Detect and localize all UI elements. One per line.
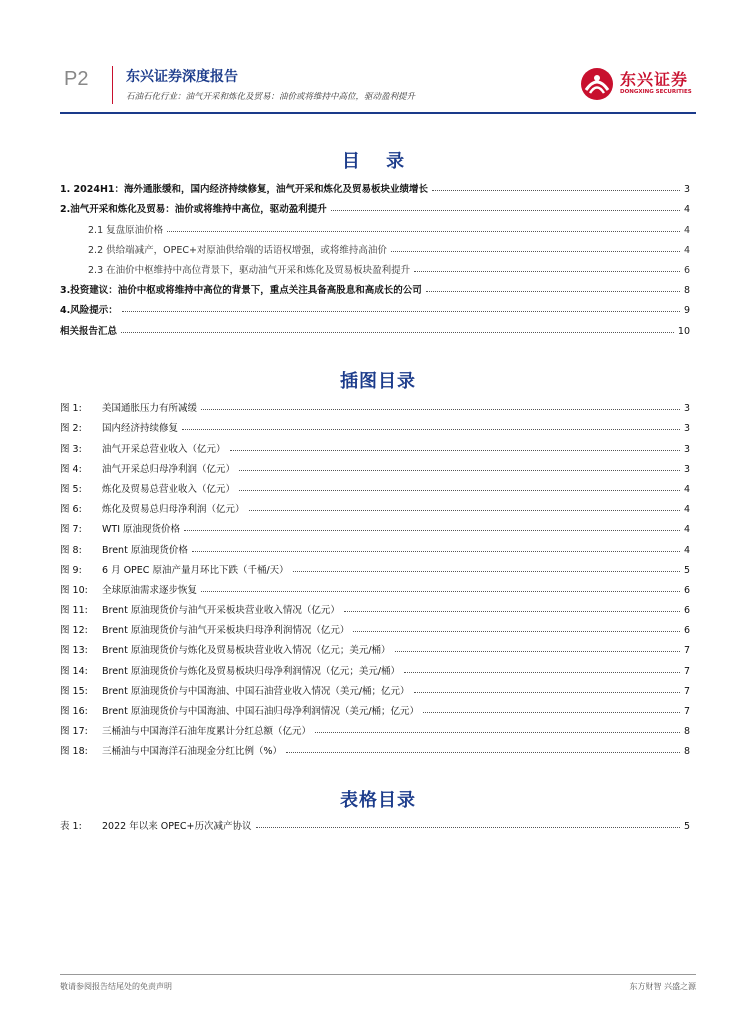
figure-entry[interactable] <box>60 576 690 596</box>
toc-subentry[interactable] <box>60 256 690 276</box>
figure-entry[interactable] <box>60 414 690 434</box>
dot-leader <box>344 611 680 612</box>
figure-number: 图 9: <box>60 564 82 576</box>
dot-leader <box>249 510 680 511</box>
figure-page: 4 <box>683 504 690 516</box>
header-divider <box>112 66 113 104</box>
figure-entry[interactable] <box>60 475 690 495</box>
report-subtitle: 石油石化行业：油气开采和炼化及贸易：油价或将维持中高位，驱动盈利提升 <box>126 92 416 102</box>
figure-label: 全球原油需求逐步恢复 <box>102 584 198 596</box>
logo-name: 东兴证券 <box>620 70 689 89</box>
figure-number: 图 3: <box>60 443 82 455</box>
figure-label: 炼化及贸易总营业收入（亿元） <box>102 483 236 495</box>
figure-number: 图 14: <box>60 665 88 677</box>
figure-entry[interactable] <box>60 515 690 535</box>
tables-title: 表格目录 <box>340 790 416 811</box>
figure-entry[interactable] <box>60 556 690 576</box>
figure-label: 三桶油与中国海洋石油现金分红比例（%） <box>102 746 283 758</box>
dot-leader <box>286 752 680 753</box>
toc-subentry[interactable] <box>60 215 690 235</box>
table-entry[interactable] <box>60 812 690 832</box>
toc-entry-page: 3 <box>683 184 690 196</box>
figure-label: Brent 原油现货价与中国海油、中国石油营业收入情况（美元/桶；亿元） <box>102 685 410 697</box>
figure-page: 8 <box>683 726 690 738</box>
dot-leader <box>239 470 680 471</box>
figure-page: 6 <box>683 584 690 596</box>
figure-page: 4 <box>683 483 690 495</box>
toc-entry[interactable] <box>60 175 690 195</box>
toc-entry[interactable] <box>60 195 690 215</box>
toc-entry-label: 2.3 在油价中枢维持中高位背景下，驱动油气开采和炼化及贸易板块盈利提升 <box>88 264 411 276</box>
figure-label: 6 月 OPEC 原油产量月环比下跌（千桶/天） <box>102 564 289 576</box>
dot-leader <box>256 827 680 828</box>
dot-leader <box>239 490 680 491</box>
dot-leader <box>201 591 680 592</box>
figure-label: 国内经济持续修复 <box>102 423 179 435</box>
toc-entry-label: 2.2 供给端减产，OPEC+对原油供给端的话语权增强，或将维持高油价 <box>88 244 387 256</box>
dot-leader <box>353 631 680 632</box>
figure-entry[interactable] <box>60 596 690 616</box>
dot-leader <box>432 190 680 191</box>
toc-entry-page: 4 <box>683 244 690 256</box>
dot-leader <box>230 450 680 451</box>
dot-leader <box>167 231 680 232</box>
figures-title: 插图目录 <box>340 371 416 392</box>
dot-leader <box>122 311 680 312</box>
dot-leader <box>201 409 680 410</box>
toc-entry[interactable] <box>60 296 690 316</box>
table-number: 表 1: <box>60 821 82 833</box>
figure-label: Brent 原油现货价与炼化及贸易板块营业收入情况（亿元；美元/桶） <box>102 645 391 657</box>
dot-leader <box>192 551 680 552</box>
figure-page: 8 <box>683 746 690 758</box>
figure-number: 图 5: <box>60 483 82 495</box>
figure-label: 美国通胀压力有所减缓 <box>102 403 198 415</box>
figure-page: 5 <box>683 564 690 576</box>
figure-entry[interactable] <box>60 636 690 656</box>
toc-entry-label: 3.投资建议：油价中枢或将维持中高位的背景下，重点关注具备高股息和高成长的公司 <box>60 285 422 297</box>
page-header <box>60 62 696 116</box>
toc-entry-page: 6 <box>683 264 690 276</box>
dot-leader <box>121 332 674 333</box>
figure-number: 图 8: <box>60 544 82 556</box>
toc-entry[interactable] <box>60 316 690 336</box>
figure-label: 油气开采总归母净利润（亿元） <box>102 463 236 475</box>
dot-leader <box>426 291 680 292</box>
company-logo <box>579 66 703 102</box>
toc-entry-label: 2.1 复盘原油价格 <box>88 224 164 236</box>
toc-entry-page: 8 <box>683 285 690 297</box>
figure-label: 炼化及贸易总归母净利润（亿元） <box>102 504 245 516</box>
figure-page: 6 <box>683 625 690 637</box>
toc-entry-label: 4.风险提示： <box>60 305 118 317</box>
figure-page: 7 <box>683 665 690 677</box>
toc-title: 目 录 <box>341 151 415 172</box>
figure-label: Brent 原油现货价与油气开采板块归母净利润情况（亿元） <box>102 625 350 637</box>
table-label: 2022 年以来 OPEC+历次减产协议 <box>102 821 252 833</box>
figure-number: 图 16: <box>60 706 88 717</box>
figure-entry[interactable] <box>60 697 690 717</box>
figure-number: 图 15: <box>60 685 88 697</box>
toc-entry[interactable] <box>60 276 690 296</box>
report-brand: 东兴证券深度报告 <box>126 69 238 85</box>
toc-subentry[interactable] <box>60 236 690 256</box>
figure-number: 图 13: <box>60 645 88 657</box>
dot-leader <box>184 530 680 531</box>
figure-page: 4 <box>683 544 690 556</box>
figure-entry[interactable] <box>60 656 690 676</box>
figure-number: 图 4: <box>60 463 82 475</box>
figures-list <box>60 394 690 757</box>
figure-label: 三桶油与中国海洋石油年度累计分红总额（亿元） <box>102 726 312 738</box>
figure-label: Brent 原油现货价格 <box>102 544 188 556</box>
figure-number: 图 10: <box>60 584 88 596</box>
toc-entry-page: 10 <box>677 325 690 337</box>
figure-page: 3 <box>683 403 690 415</box>
figure-entry[interactable] <box>60 677 690 697</box>
dot-leader <box>182 429 680 430</box>
footer-disclaimer: 敬请参阅报告结尾处的免责声明 <box>60 982 172 991</box>
dot-leader <box>404 672 680 673</box>
toc-entry-label: 2.油气开采和炼化及贸易：油价或将维持中高位，驱动盈利提升 <box>60 204 327 216</box>
figure-number: 图 17: <box>60 726 88 738</box>
figure-label: Brent 原油现货价与油气开采板块营业收入情况（亿元） <box>102 605 340 617</box>
figure-page: 6 <box>683 605 690 617</box>
footer-rule <box>60 974 696 975</box>
figure-entry[interactable] <box>60 535 690 555</box>
figure-page: 3 <box>683 443 690 455</box>
dot-leader <box>391 251 680 252</box>
dot-leader <box>395 651 680 652</box>
dot-leader <box>331 210 680 211</box>
figure-number: 图 6: <box>60 504 82 516</box>
toc-entry-page: 4 <box>683 224 690 236</box>
header-rule <box>60 112 696 114</box>
figure-number: 图 1: <box>60 403 82 415</box>
dot-leader <box>423 712 680 713</box>
figure-entry[interactable] <box>60 455 690 475</box>
toc-entry-label: 1. 2024H1：海外通胀缓和，国内经济持续修复，油气开采和炼化及贸易板块业绩增长 <box>60 184 429 196</box>
footer-slogan: 东方财智 兴盛之源 <box>629 982 696 991</box>
figure-entry[interactable] <box>60 394 690 414</box>
figure-page: 7 <box>683 645 690 657</box>
figure-page: 3 <box>683 463 690 475</box>
page-number: P2 <box>64 68 89 90</box>
figure-page: 7 <box>683 685 690 697</box>
toc-entry-page: 9 <box>683 305 690 317</box>
logo-english-name: DONGXING SECURITIES <box>620 89 692 95</box>
figure-number: 图 11: <box>60 605 88 617</box>
figure-number: 图 18: <box>60 746 88 758</box>
figure-entry[interactable] <box>60 616 690 636</box>
figure-entry[interactable] <box>60 495 690 515</box>
figure-number: 图 2: <box>60 423 82 435</box>
dot-leader <box>414 692 680 693</box>
figure-label: WTI 原油现货价格 <box>102 524 181 536</box>
logo-emblem-icon <box>579 66 615 102</box>
dot-leader <box>293 571 680 572</box>
figure-label: Brent 原油现货价与炼化及贸易板块归母净利润情况（亿元；美元/桶） <box>102 665 401 677</box>
dot-leader <box>315 732 680 733</box>
figure-page: 7 <box>683 706 690 717</box>
toc-list <box>60 175 690 337</box>
figure-entry[interactable] <box>60 717 690 737</box>
figure-number: 图 7: <box>60 524 82 536</box>
toc-entry-label: 相关报告汇总 <box>60 325 118 337</box>
figure-label: 油气开采总营业收入（亿元） <box>102 443 226 455</box>
dot-leader <box>414 271 680 272</box>
figure-entry[interactable] <box>60 737 690 757</box>
figure-entry[interactable] <box>60 434 690 454</box>
figure-label: Brent 原油现货价与中国海油、中国石油归母净利润情况（美元/桶；亿元） <box>102 706 420 717</box>
table-page: 5 <box>683 821 690 833</box>
tables-list <box>60 812 690 832</box>
figure-number: 图 12: <box>60 625 88 637</box>
toc-entry-page: 4 <box>683 204 690 216</box>
figure-page: 3 <box>683 423 690 435</box>
figure-page: 4 <box>683 524 690 536</box>
